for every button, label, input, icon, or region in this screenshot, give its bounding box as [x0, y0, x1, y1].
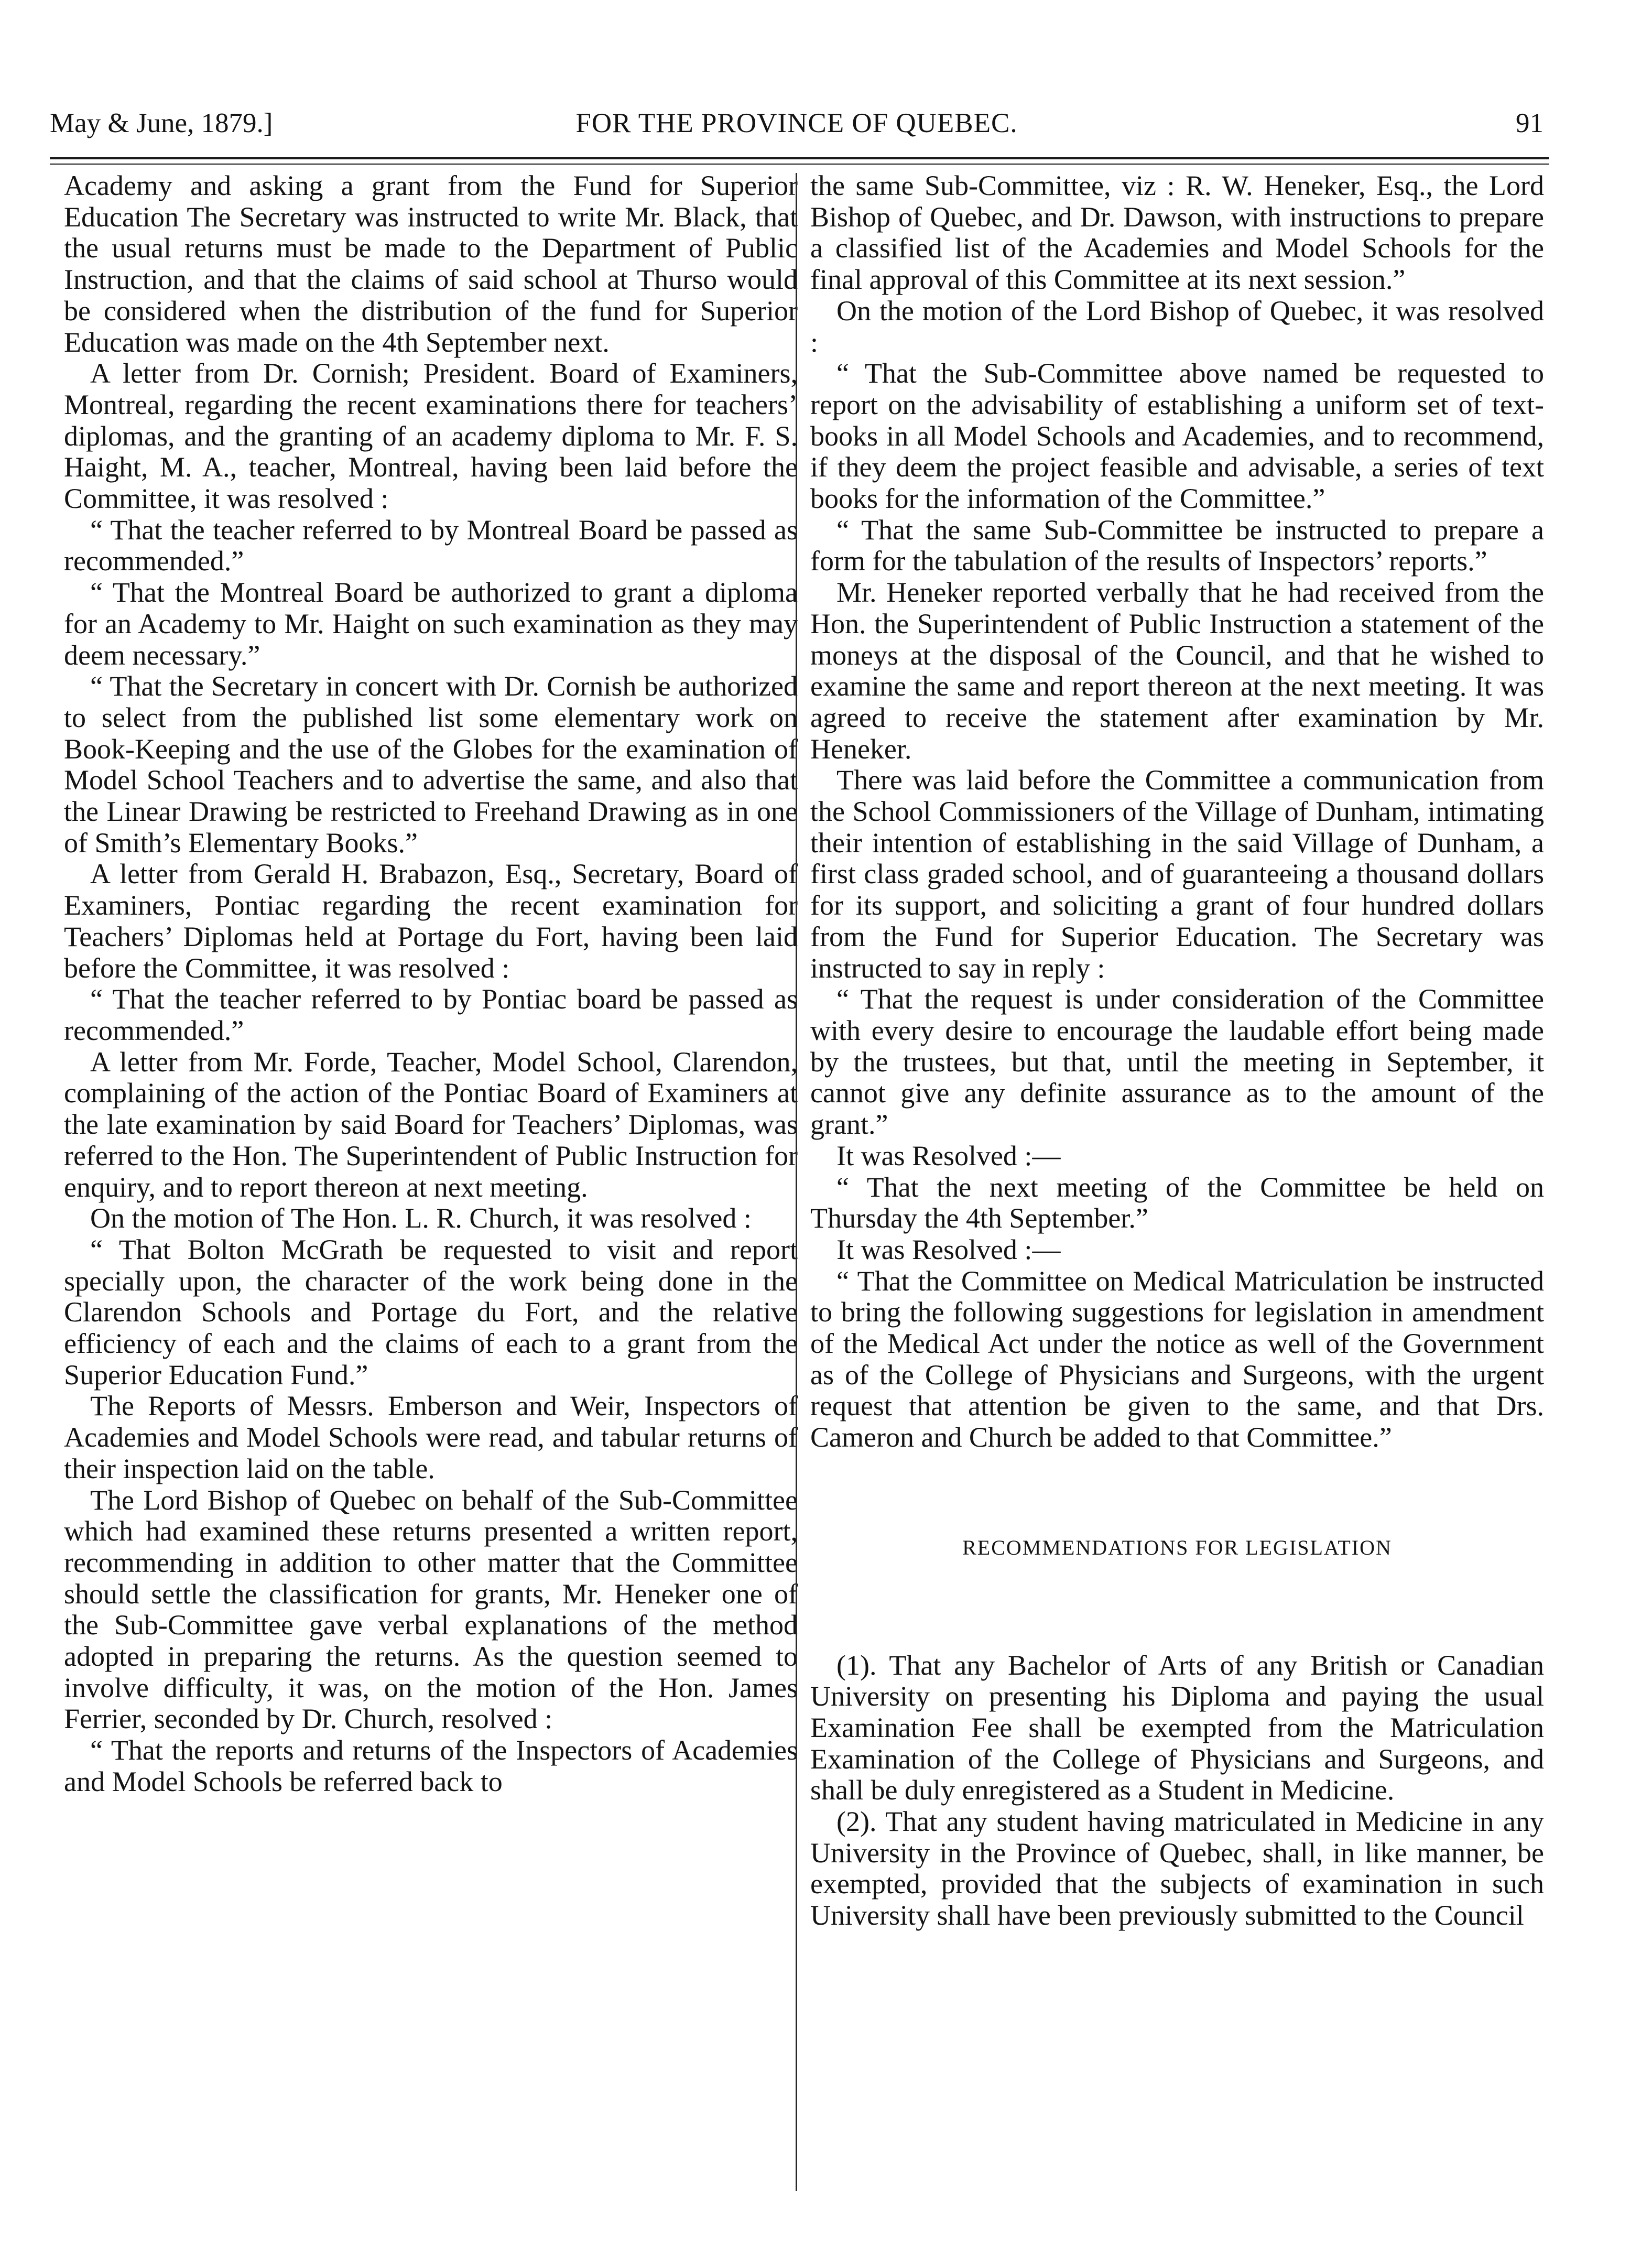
paragraph: (1). That any Bachelor of Arts of any British or Canadian University on presenting his Diploma and paying the usual Examination Fee shall be exempted from the Matriculation Examination of the College of Physicians and Surgeons, and shall be duly enregistered as a Student in Medicine.	[810, 1649, 1544, 1806]
paragraph: It was Resolved :—	[836, 1140, 1061, 1171]
paragraph: “ That the next meeting of the Committee be held on Thursday the 4th September.”	[810, 1171, 1544, 1234]
paragraph: A letter from Mr. Forde, Teacher, Model School, Clarendon, complaining of the action of the Pontiac Board of Examiners at the late examination by said Board for Teachers’ Diplomas, was referred to the Hon. The Superintendent of Public Instruction for enquiry, and to report thereon at next meeting.	[64, 1046, 798, 1203]
paragraph: “ That the same Sub-Committee be instructed to prepare a form for the tabulation of the results of Inspectors’ reports.”	[810, 514, 1544, 577]
paragraph: “ That the request is under consideration of the Committee with every desire to encourage the laudable effort being made by the trustees, but that, until the meeting in September, it cannot give any definite assurance as to the amount of the grant.”	[810, 983, 1544, 1141]
paragraph: Academy and asking a grant from the Fund for Superior Education The Secretary was instructed to write Mr. Black, that the usual returns must be made to the Department of Public Instruction, and that the claims of said school at Thurso would be considered when the distribution of the fund for Superior Education was made on the 4th September next.	[64, 170, 798, 358]
paragraph: A letter from Dr. Cornish; President. Board of Examiners, Montreal, regarding the recent examinations there for teachers’ diplomas, and the granting of an academy diploma to Mr. F. S. Haight, M. A., teacher, Montreal, having been laid before the Committee, it was resolved :	[64, 357, 798, 515]
paragraph: Mr. Heneker reported verbally that he had received from the Hon. the Superintendent of Public Instruction a statement of the moneys at the disposal of the Council, and that he wished to examine the same and report thereon at the next meeting. It was agreed to receive the statement after examination by Mr. Heneker.	[810, 577, 1544, 765]
paragraph: (2). That any student having matriculated in Medicine in any University in the Province of Quebec, shall, in like manner, be exempted, provided that the subjects of examination in such University shall have been previously submitted to the Council	[810, 1806, 1544, 1932]
section-heading: RECOMMENDATIONS FOR LEGISLATION	[962, 1535, 1392, 1559]
paragraph: The Lord Bishop of Quebec on behalf of the Sub-Committee which had examined these returns presented a written report, recommending in addition to other matter that the Committee should settle the classification for grants, Mr. Heneker one of the Sub-Committee gave verbal explanations of the method adopted in preparing the returns. As the question seemed to involve difficulty, it was, on the motion of the Hon. James Ferrier, seconded by Dr. Church, resolved :	[64, 1484, 798, 1735]
paragraph: “ That Bolton McGrath be requested to visit and report specially upon, the character of the work being done in the Clarendon Schools and Portage du Fort, and the relative efficiency of each and the claims of each to a grant from the Superior Education Fund.”	[64, 1233, 798, 1391]
paragraph: the same Sub-Committee, viz : R. W. Heneker, Esq., the Lord Bishop of Quebec, and Dr. Dawson, with instructions to prepare a classified list of the Academies and Model Schools for the final approval of this Committee at its next session.”	[810, 170, 1544, 296]
right-column	[810, 170, 1544, 1932]
header-title: FOR THE PROVINCE OF QUEBEC.	[575, 108, 1018, 138]
header-date: May & June, 1879.]	[50, 108, 273, 138]
column-divider	[796, 173, 797, 2191]
paragraph: “ That the Secretary in concert with Dr. Cornish be authorized to select from the published list some elementary work on Book-Keeping and the use of the Globes for the examination of Model School Teachers and to advertise the same, and also that the Linear Drawing be restricted to Freehand Drawing as in one of Smith’s Elementary Books.”	[64, 670, 798, 859]
paragraph: “ That the reports and returns of the Inspectors of Academies and Model Schools be referred back to	[64, 1734, 798, 1797]
paragraph: A letter from Gerald H. Brabazon, Esq., Secretary, Board of Examiners, Pontiac regarding the recent examination for Teachers’ Diplomas held at Portage du Fort, having been laid before the Committee, it was resolved :	[64, 858, 798, 984]
paragraph: On the motion of the Lord Bishop of Quebec, it was resolved :	[810, 295, 1544, 358]
paragraph: The Reports of Messrs. Emberson and Weir, Inspectors of Academies and Model Schools were read, and tabular returns of their inspection laid on the table.	[64, 1390, 798, 1484]
paragraph: “ That the Montreal Board be authorized to grant a diploma for an Academy to Mr. Haight on such examination as they may deem necessary.”	[64, 577, 798, 671]
paragraph: “ That the teacher referred to by Pontiac board be passed as recommended.”	[64, 983, 798, 1046]
header-rule	[50, 157, 1549, 165]
paragraph: “ That the Sub-Committee above named be requested to report on the advisability of establishing a uniform set of text-books in all Model Schools and Academies, and to recommend, if they deem the project feasible and advisable, a series of text books for the information of the Committee.”	[810, 357, 1544, 515]
paragraph: “ That the teacher referred to by Montreal Board be passed as recommended.”	[64, 514, 798, 577]
paragraph: “ That the Committee on Medical Matriculation be instructed to bring the following suggestions for legislation in amendment of the Medical Act under the notice as well of the Government as of the College of Physicians and Surgeons, with the urgent request that attention be given to the same, and that Drs. Cameron and Church be added to that Committee.”	[810, 1265, 1544, 1453]
paragraph: There was laid before the Committee a communication from the School Commissioners of the Village of Dunham, intimating their intention of establishing in the said Village of Dunham, a first class graded school, and of guaranteeing a thousand dollars for its support, and soliciting a grant of four hundred dollars from the Fund for Superior Education. The Secretary was instructed to say in reply :	[810, 764, 1544, 984]
paragraph: On the motion of The Hon. L. R. Church, it was resolved :	[90, 1202, 752, 1234]
page-number: 91	[1516, 108, 1544, 138]
left-column	[64, 170, 798, 1798]
paragraph: It was Resolved :—	[836, 1233, 1061, 1265]
page-header	[50, 105, 1544, 142]
